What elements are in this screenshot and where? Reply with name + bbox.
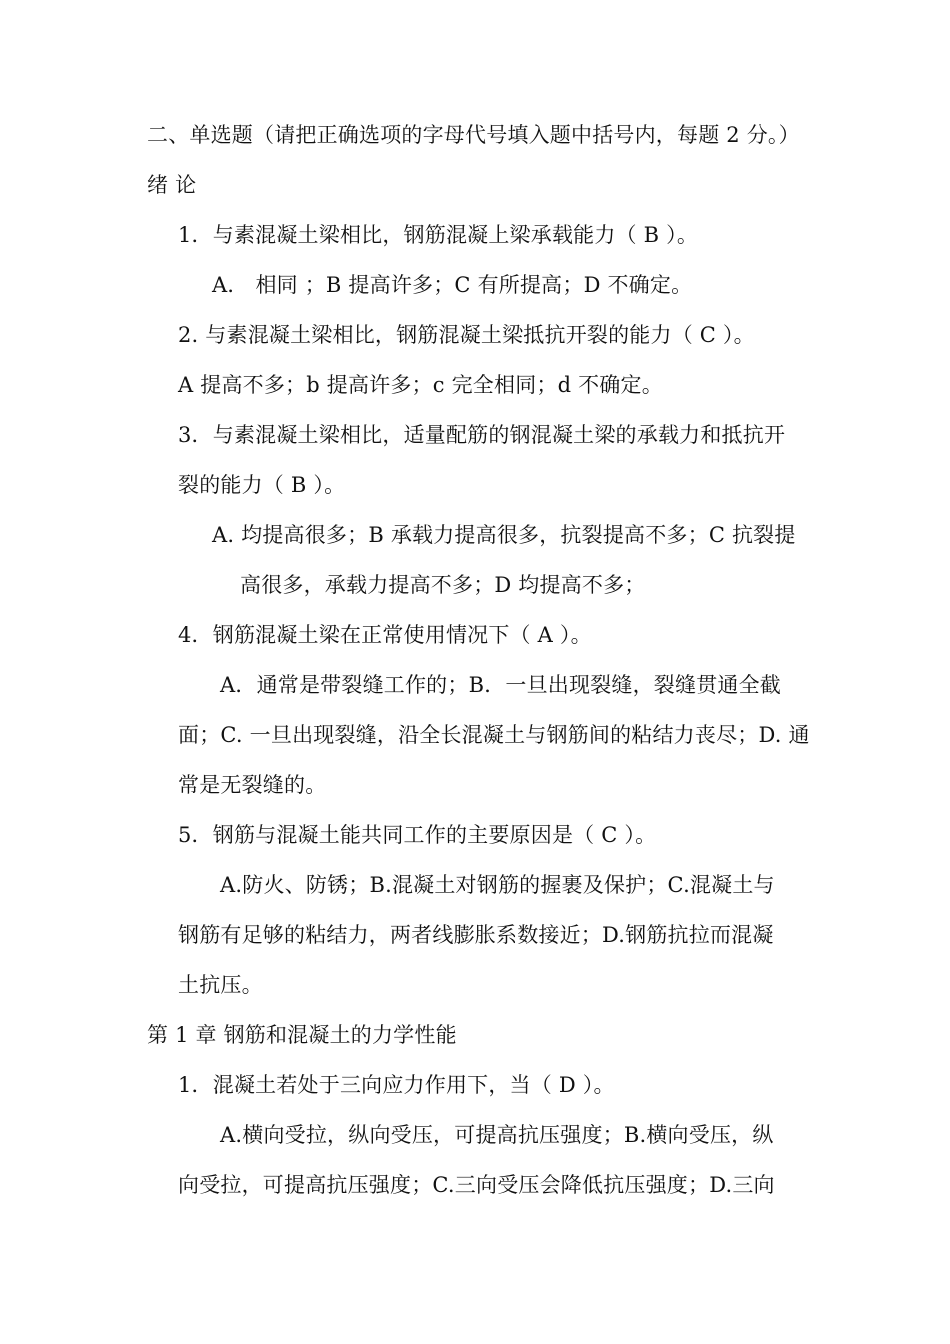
chapter-1-heading: 第 1 章 钢筋和混凝土的力学性能 [147, 1023, 457, 1047]
question-4-options-line-1: A．通常是带裂缝工作的；B．一旦出现裂缝，裂缝贯通全截 [220, 673, 781, 697]
chapter-1-question-1-options-line-2: 向受拉，可提高抗压强度；C.三向受压会降低抗压强度；D.三向 [178, 1173, 775, 1197]
question-5-options-line-3: 土抗压。 [178, 973, 263, 997]
question-2-options: A 提高不多；b 提高许多；c 完全相同；d 不确定。 [178, 373, 663, 397]
question-3-stem-line-2: 裂的能力（ B ）。 [178, 473, 346, 497]
question-2-stem: 2. 与素混凝土梁相比，钢筋混凝土梁抵抗开裂的能力（ C ）。 [178, 323, 755, 347]
question-5-options-line-1: A.防火、防锈；B.混凝土对钢筋的握裹及保护；C.混凝土与 [220, 873, 775, 897]
chapter-1-question-1-options-line-1: A.横向受拉，纵向受压，可提高抗压强度；B.横向受压，纵 [220, 1123, 774, 1147]
question-1-stem: 1．与素混凝土梁相比，钢筋混凝上梁承载能力（ B ）。 [178, 223, 699, 247]
question-4-stem: 4．钢筋混凝土梁在正常使用情况下（ A ）。 [178, 623, 592, 647]
question-3-stem-line-1: 3．与素混凝土梁相比，适量配筋的钢混凝土梁的承载力和抵抗开 [178, 423, 786, 447]
question-4-options-line-2: 面；C. 一旦出现裂缝，沿全长混凝土与钢筋间的粘结力丧尽；D. 通 [178, 723, 810, 747]
question-4-options-line-3: 常是无裂缝的。 [178, 773, 327, 797]
question-5-options-line-2: 钢筋有足够的粘结力，两者线膨胀系数接近；D.钢筋抗拉而混凝 [178, 923, 774, 947]
section-heading-single-choice: 二、单选题（请把正确选项的字母代号填入题中括号内，每题 2 分。） [147, 123, 800, 147]
section-heading-introduction: 绪 论 [147, 173, 197, 197]
question-5-stem: 5．钢筋与混凝土能共同工作的主要原因是（ C ）。 [178, 823, 657, 847]
question-3-options-line-1: A. 均提高很多；B 承载力提高很多，抗裂提高不多；C 抗裂提 [212, 523, 796, 547]
question-1-options: A． 相同 ；B 提高许多；C 有所提高；D 不确定。 [212, 273, 693, 297]
chapter-1-question-1-stem: 1．混凝土若处于三向应力作用下，当（ D ）。 [178, 1073, 615, 1097]
question-3-options-line-2: 高很多，承载力提高不多；D 均提高不多； [240, 573, 646, 597]
